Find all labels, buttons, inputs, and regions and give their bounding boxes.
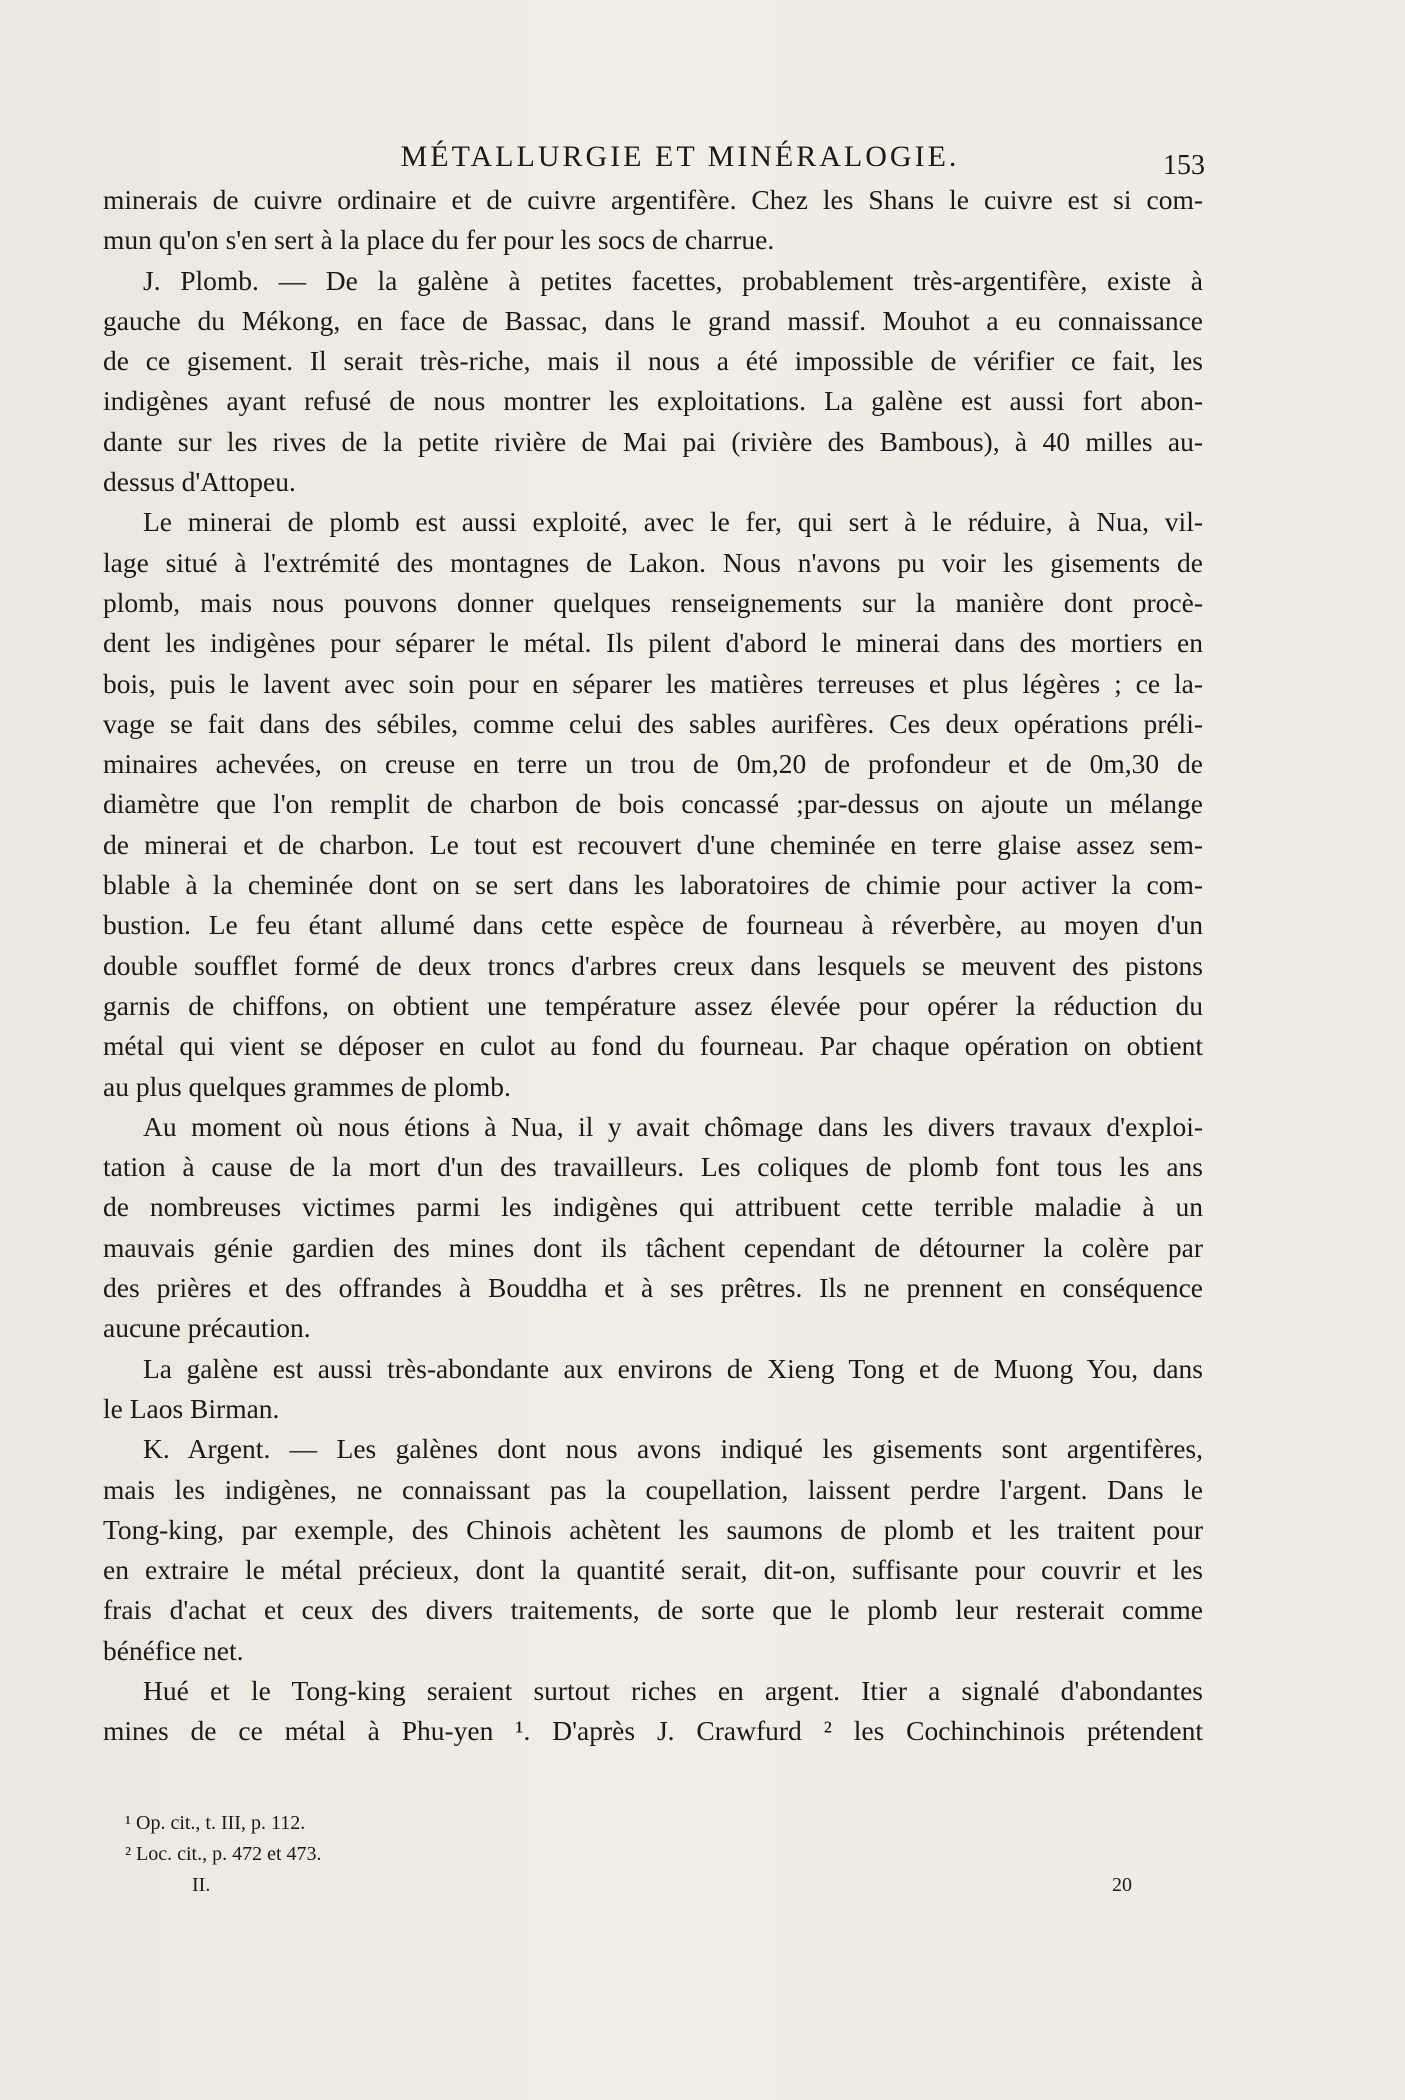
text-line: dent les indigènes pour séparer le métal. Ils pilent d'abord le minerai dans des mortiers en [103, 627, 1203, 659]
text-line: mauvais génie gardien des mines dont ils tâchent cependant de détourner la colère par [103, 1231, 1203, 1263]
text-line: de nombreuses victimes parmi les indigènes qui attribuent cette terrible maladie à un [103, 1191, 1203, 1223]
footnote-2: ² Loc. cit., p. 472 et 473. [125, 1843, 322, 1865]
text-line: métal qui vient se déposer en culot au fond du fourneau. Par chaque opération on obtient [103, 1030, 1203, 1062]
text-line: des prières et des offrandes à Bouddha et à ses prêtres. Ils ne prennent en conséquence [103, 1272, 1203, 1304]
text-line: double soufflet formé de deux troncs d'arbres creux dans lesquels se meuvent des pistons [103, 949, 1203, 981]
text-line: lage situé à l'extrémité des montagnes de Lakon. Nous n'avons pu voir les gisements de [103, 546, 1203, 578]
text-line: le Laos Birman. [103, 1392, 280, 1424]
text-line: blable à la cheminée dont on se sert dans les laboratoires de chimie pour activer la com- [103, 869, 1203, 901]
text-line: aucune précaution. [103, 1312, 311, 1344]
footnote-1: ¹ Op. cit., t. III, p. 112. [125, 1812, 306, 1834]
text-line: en extraire le métal précieux, dont la quantité serait, dit-on, suffisante pour couvrir et les [103, 1554, 1203, 1586]
text-line: vage se fait dans des sébiles, comme celui des sables aurifères. Ces deux opérations préli- [103, 707, 1203, 739]
text-line: de ce gisement. Il serait très-riche, mais il nous a été impossible de vérifier ce fait, les [103, 345, 1203, 377]
text-line: bénéfice net. [103, 1634, 244, 1666]
text-line: indigènes ayant refusé de nous montrer les exploitations. La galène est aussi fort abon- [103, 385, 1203, 417]
text-line: Le minerai de plomb est aussi exploité, avec le fer, qui sert à le réduire, à Nua, vil- [143, 506, 1203, 538]
text-line: frais d'achat et ceux des divers traitements, de sorte que le plomb leur resterait comme [103, 1594, 1203, 1626]
body-text [103, 180, 1203, 1752]
text-line: dante sur les rives de la petite rivière de Mai pai (rivière des Bambous), à 40 milles au- [103, 425, 1203, 457]
text-line: mines de ce métal à Phu-yen ¹. D'après J. Crawfurd ² les Cochinchinois prétendent [103, 1715, 1203, 1747]
text-line: Au moment où nous étions à Nua, il y avait chômage dans les divers travaux d'exploi- [143, 1110, 1203, 1142]
text-line: gauche du Mékong, en face de Bassac, dans le grand massif. Mouhot a eu connaissance [103, 304, 1203, 336]
text-line: bustion. Le feu étant allumé dans cette espèce de fourneau à réverbère, au moyen d'un [103, 909, 1203, 941]
sheet-number: 20 [1112, 1874, 1132, 1896]
text-line: mais les indigènes, ne connaissant pas la coupellation, laissent perdre l'argent. Dans le [103, 1473, 1203, 1505]
signature-mark: II. [192, 1874, 211, 1896]
text-line: tation à cause de la mort d'un des travailleurs. Les coliques de plomb font tous les ans [103, 1151, 1203, 1183]
text-line: mun qu'on s'en sert à la place du fer pour les socs de charrue. [103, 224, 775, 256]
text-line: Tong-king, par exemple, des Chinois achètent les saumons de plomb et les traitent pour [103, 1513, 1203, 1545]
text-line: La galène est aussi très-abondante aux environs de Xieng Tong et de Muong You, dans [143, 1352, 1203, 1384]
text-line: diamètre que l'on remplit de charbon de bois concassé ;par-dessus on ajoute un mélange [103, 788, 1203, 820]
text-line: garnis de chiffons, on obtient une température assez élevée pour opérer la réduction du [103, 989, 1203, 1021]
text-line: minerais de cuivre ordinaire et de cuivre argentifère. Chez les Shans le cuivre est si com- [103, 184, 1203, 215]
text-line: J. Plomb. — De la galène à petites facettes, probablement très-argentifère, existe à [143, 264, 1203, 296]
running-title: MÉTALLURGIE ET MINÉRALOGIE. [400, 140, 960, 173]
text-line: de minerai et de charbon. Le tout est recouvert d'une cheminée en terre glaise assez sem- [103, 828, 1203, 860]
text-line: plomb, mais nous pouvons donner quelques renseignements sur la manière dont procè- [103, 586, 1203, 618]
text-line: dessus d'Attopeu. [103, 466, 296, 498]
text-line: minaires achevées, on creuse en terre un trou de 0m,20 de profondeur et de 0m,30 de [103, 748, 1203, 780]
page-number: 153 [1163, 150, 1205, 181]
text-line: bois, puis le lavent avec soin pour en séparer les matières terreuses et plus légères ; ce la- [103, 667, 1203, 699]
text-line: K. Argent. — Les galènes dont nous avons indiqué les gisements sont argentifères, [143, 1433, 1203, 1465]
text-line: Hué et le Tong-king seraient surtout riches en argent. Itier a signalé d'abondantes [143, 1674, 1203, 1706]
text-line: au plus quelques grammes de plomb. [103, 1070, 511, 1102]
